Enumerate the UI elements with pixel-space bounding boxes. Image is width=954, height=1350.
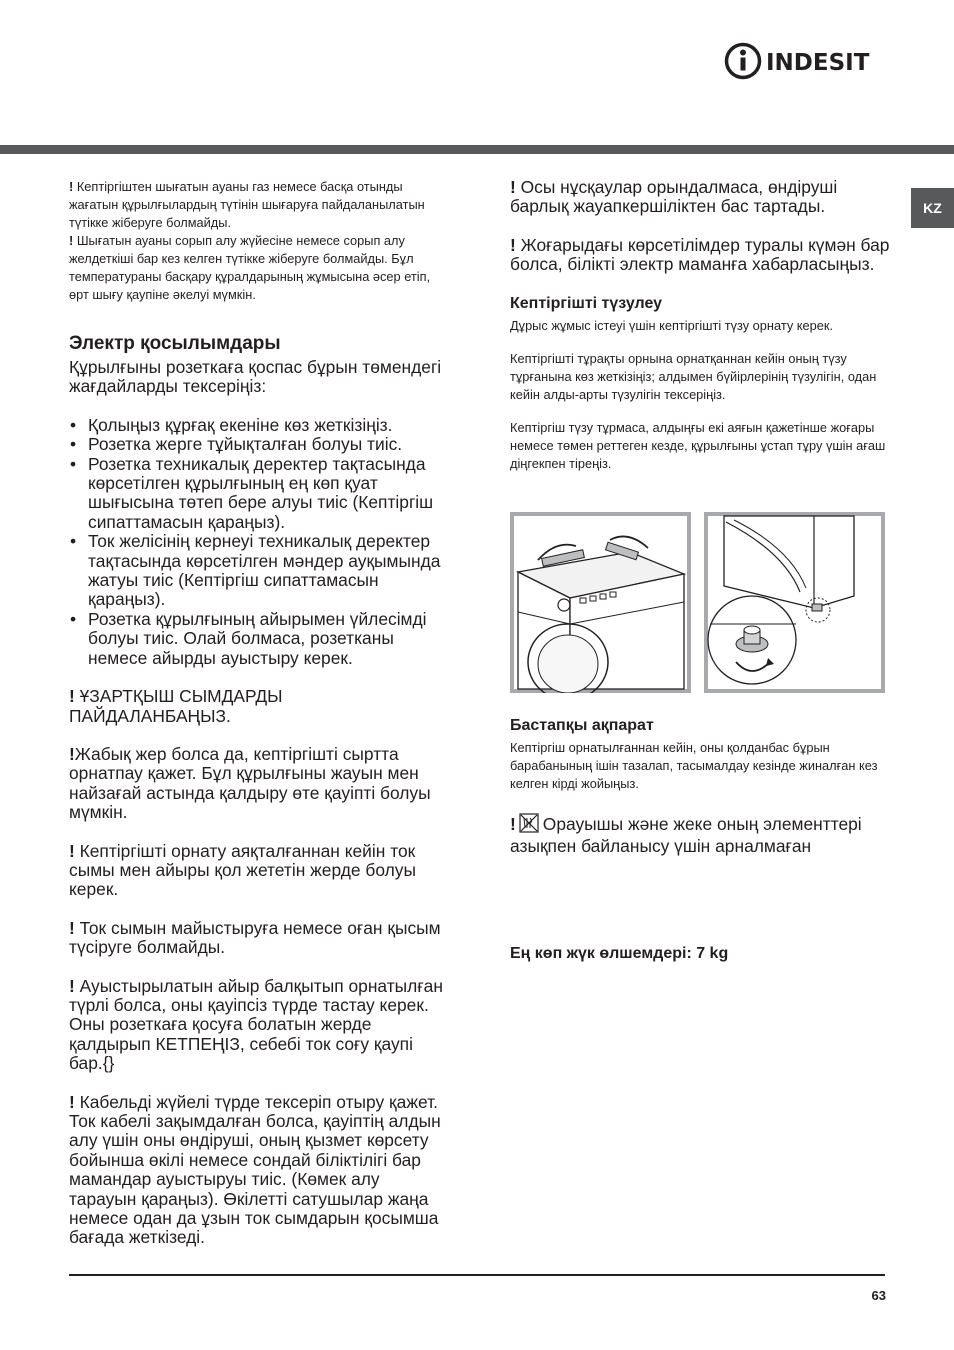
warning-moulded-plug: ! Ауыстырылатын айыр балқытып орнатылған түрлі болса, оны қауіпсіз түрде тастау керек. Оны розеткаға қосуға болатын жерде қалдырып КЕТПЕҢІЗ, себебі ток соғу қаупі бар.{}: [69, 975, 443, 1074]
leveling-paragraph: Кептіргіш түзу тұрмаса, алдыңғы екі аяғын қажетінше жоғары немесе төмен реттеген кезде, құрылғыны ұстап тұру үшін ағаш діңгекпен тіреңіз.: [510, 419, 886, 471]
dryer-top-leveling-illustration-icon: [510, 512, 691, 693]
header-bar: [0, 145, 954, 154]
warning-liability: ! Осы нұсқаулар орындалмаса, өндіруші барлық жауапкершіліктен бас тартады.: [510, 177, 838, 217]
gas-exhaust-warning: ! Кептіргіштен шығатын ауаны газ немесе басқа отынды жағатын құрылғылардың түтінін шығаруға пайдаланылатын түтікке жіберуге болмайды.: [69, 179, 425, 230]
warning-cable-check: ! Кабельді жүйелі түрде тексеріп отыру қажет. Ток кабелі зақымдалған болса, қауіптің алдын алу үшін оны өндіруші, оның қызмет көрсету бойынша өкілі немесе сондай біліктілігі бар мамандар ауыстыруы тиіс. (Көмек алу тарауын қараңыз). Өкілетті сатушылар жаңа немесе одан да ұзын ток сымдарын қосымша бағада жеткізеді.: [69, 1091, 441, 1248]
leveling-figures: [510, 512, 886, 693]
exclamation-icon: !: [69, 743, 75, 764]
right-column: [510, 178, 894, 473]
language-tab: KZ: [911, 188, 954, 228]
not-for-food-contact-icon: [519, 813, 539, 837]
indesit-logo-icon: [724, 40, 888, 82]
brand-logo: [724, 40, 888, 82]
section-heading-leveling: Кептіргішті түзулеу: [510, 294, 663, 312]
warning-plug-access: ! Кептіргішті орнату аяқталғаннан кейін ток сымы мен айыры қол жететін жерде болуы керек.: [69, 840, 416, 900]
exclamation-icon: !: [69, 179, 77, 194]
footer-rule: [69, 1274, 885, 1276]
page-number: 63: [871, 1288, 886, 1303]
list-item: • Розетка жерге тұйықталған болуы тиіс.: [69, 435, 449, 454]
list-item: • Розетка техникалық деректер тақтасында көрсетілген құрылғының ең көп қуат шығысына төтеп бере алуы тиіс (Кептіргіш сипаттамасын қараңыз).: [69, 455, 449, 533]
exclamation-icon: !: [69, 233, 77, 248]
left-column: [69, 178, 449, 1248]
exclamation-icon: !: [69, 840, 80, 861]
section-heading-initial-info: Бастапқы ақпарат: [510, 717, 654, 734]
exclamation-icon: !: [510, 234, 521, 255]
right-column-lower: [510, 716, 894, 962]
exclamation-icon: !: [69, 917, 80, 938]
packaging-warning: ! Орауышы және жеке оның элементтері азықпен байланысу үшін арналмаған: [510, 814, 862, 857]
exclamation-icon: !: [69, 686, 80, 707]
section-heading-electrical: Электр қосылымдары: [69, 333, 281, 354]
figure-dryer-top: [510, 512, 691, 693]
list-item: • Ток желісінің кернеуі техникалық деректер тақтасында көрсетілген мәндер ауқымында жатуы тиіс (Кептіргіш сипаттамасын қараңыз).: [69, 532, 449, 610]
warning-outdoor-install: !Жабық жер болса да, кептіргішті сыртта орнатпау қажет. Бұл құрылғыны жауын мен найзағай астында қалдыру өте қауіпті болуы мүмкін.: [69, 743, 431, 823]
figure-dryer-foot: [704, 512, 885, 693]
brand-name: INDESIT: [766, 50, 870, 76]
exclamation-icon: !: [510, 814, 516, 834]
exclamation-icon: !: [69, 1091, 80, 1112]
warning-extension-cords: ! ҰЗАРТҚЫШ СЫМДАРДЫ ПАЙДАЛАНБАҢЫЗ.: [69, 686, 283, 726]
warning-cable-bend: ! Ток сымын майыстыруға немесе оған қысым түсіруге болмайды.: [69, 917, 441, 958]
electrical-checklist: [69, 416, 449, 668]
initial-info-paragraph: Кептіргіш орнатылғаннан кейін, оны қолданбас бұрын барабанының ішін тазалап, тасымалдау кезінде жиналған кез келген кірді жойыңыз.: [510, 740, 878, 791]
list-item: • Қолыңыз құрғақ екеніне көз жеткізіңіз.: [69, 416, 449, 435]
warning-electrician: ! Жоғарыдағы көрсетілімдер туралы күмән бар болса, білікті электр маманға хабарласыңыз.: [510, 234, 890, 275]
electrical-intro: Құрылғыны розеткаға қоспас бұрын төмендегі жағдайларды тексеріңіз:: [69, 357, 442, 397]
list-item: • Розетка құрылғының айырымен үйлесімді болуы тиіс. Олай болмаса, розетканы немесе айырды ауыстыру керек.: [69, 610, 449, 668]
dryer-foot-adjustment-illustration-icon: [704, 512, 885, 693]
max-load-label: Ең көп жүк өлшемдері: 7 kg: [510, 945, 729, 962]
exclamation-icon: !: [510, 177, 521, 197]
exclamation-icon: !: [69, 975, 80, 996]
extraction-warning: ! Шығатын ауаны сорып алу жүйесіне немесе сорып алу желдеткіші бар кез келген түтікке жіберуге болмайды. Бұл температураны басқару құралдарының жұмысына әсер етіп, өрт шығу қаупіне әкелуі мүмкін.: [69, 233, 431, 302]
leveling-paragraph: Кептіргішті тұрақты орнына орнатқаннан кейін оның түзу тұрғанына көз жеткізіңіз; алдымен бүйірлерінің түзулігін, одан кейін алды-арты түзулігін тексеріңіз.: [510, 350, 877, 402]
leveling-paragraph: Дұрыс жұмыс істеуі үшін кептіргішті түзу орнату керек.: [510, 317, 834, 333]
